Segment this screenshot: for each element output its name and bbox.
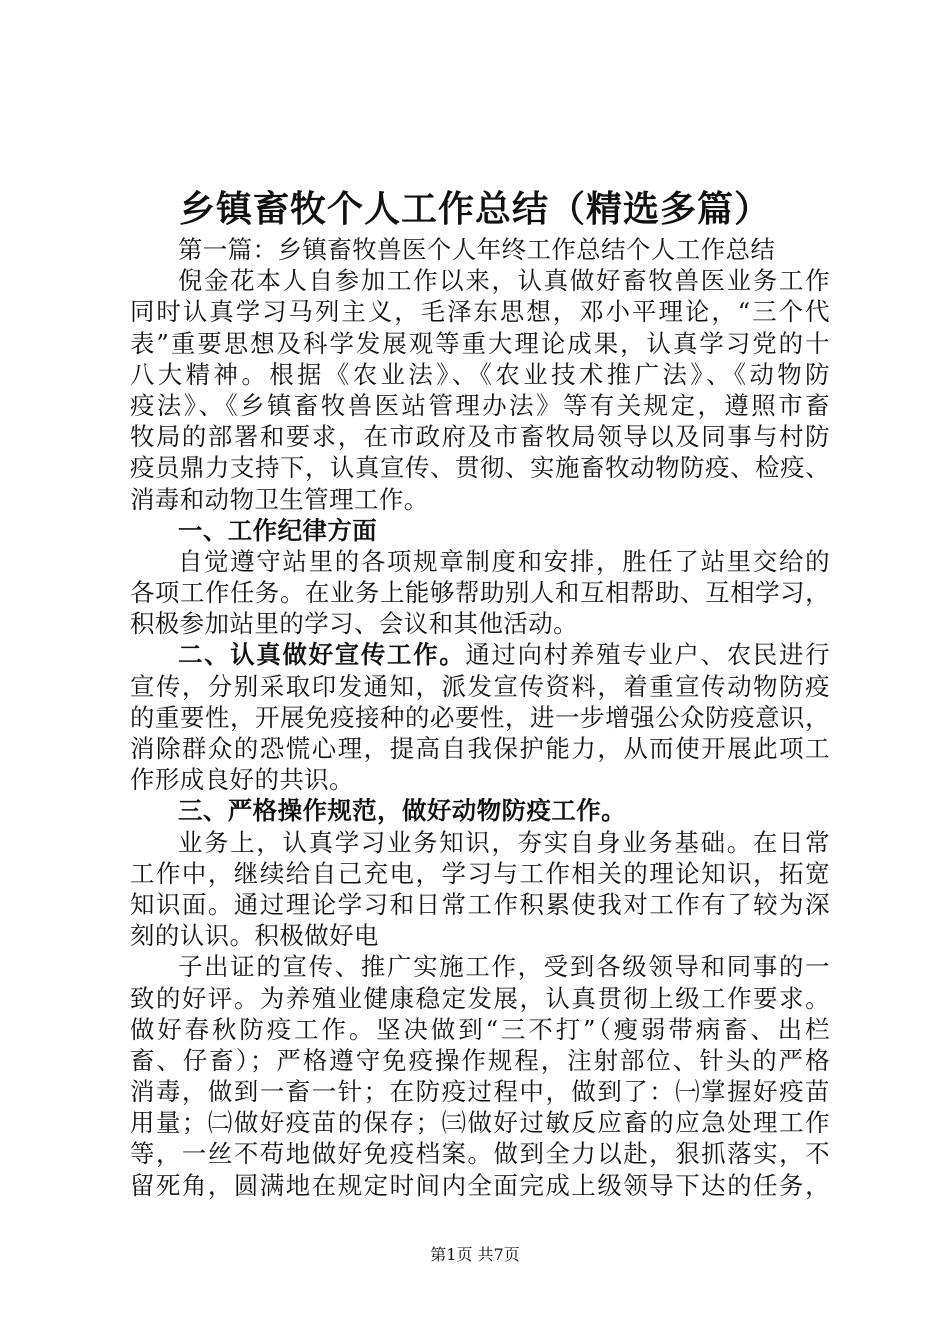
text-line — [130, 296, 830, 327]
line-text: 第一篇：乡镇畜牧兽医个人年终工作总结个人工作总结 — [178, 235, 776, 264]
text-line — [130, 733, 830, 764]
line-text: 八大精神。根据《农业法》、《农业技术推广法》、《动物防 — [130, 359, 830, 389]
text-line — [130, 1170, 830, 1201]
line-text: 同时认真学习马列主义，毛泽东思想，邓小平理论，“三个代 — [130, 297, 830, 327]
line-text: 的重要性，开展免疫接种的必要性，进一步增强公众防疫意识， — [130, 702, 830, 732]
text-line — [130, 608, 830, 639]
line-text: 致的好评。为养殖业健康稳定发展，认真贯彻上级工作要求。 — [130, 983, 830, 1013]
text-line — [130, 234, 830, 265]
line-text: 三、严格操作规范，做好动物防疫工作。 — [178, 796, 627, 826]
text-line — [130, 889, 830, 920]
text-line — [130, 390, 830, 421]
text-line — [130, 328, 830, 359]
text-line — [130, 702, 830, 733]
text-line — [130, 764, 830, 795]
line-text: 知识面。通过理论学习和日常工作积累使我对工作有了较为深 — [130, 889, 830, 919]
line-text: 各项工作任务。在业务上能够帮助别人和互相帮助、互相学习， — [130, 578, 830, 608]
line-text: 倪金花本人自参加工作以来，认真做好畜牧兽医业务工作 — [178, 266, 830, 296]
document-title: 乡镇畜牧个人工作总结（精选多篇） — [178, 188, 771, 230]
text-line — [130, 951, 830, 982]
line-text: 业务上，认真学习业务知识，夯实自身业务基础。在日常 — [178, 827, 830, 857]
text-line — [130, 827, 830, 858]
text-line — [130, 265, 830, 296]
text-line — [130, 671, 830, 702]
text-line — [130, 546, 830, 577]
line-text: 牧局的部署和要求，在市政府及市畜牧局领导以及同事与村防 — [130, 422, 830, 452]
document-body — [130, 234, 830, 1201]
text-line — [130, 858, 830, 889]
line-text: 做好春秋防疫工作。坚决做到“三不打”（瘦弱带病畜、出栏 — [130, 1014, 830, 1044]
text-line — [130, 639, 830, 670]
line-text: 工作中，继续给自己充电，学习与工作相关的理论知识，拓宽 — [130, 858, 830, 888]
line-text: 消毒，做到一畜一针；在防疫过程中，做到了：㈠掌握好疫苗 — [130, 1077, 830, 1107]
text-line — [130, 1014, 830, 1045]
line-text: 等，一丝不苟地做好免疫档案。做到全力以赴，狠抓落实，不 — [130, 1139, 830, 1169]
line-text: 宣传，分别采取印发通知，派发宣传资料，着重宣传动物防疫 — [130, 671, 830, 701]
text-line — [130, 1107, 830, 1138]
text-line — [130, 359, 830, 390]
line-text: 通过向村养殖专业户、农民进行 — [465, 640, 830, 670]
line-text: 疫法》、《乡镇畜牧兽医站管理办法》等有关规定，遵照市畜 — [130, 390, 830, 420]
text-line — [130, 1138, 830, 1169]
line-text: 消毒和动物卫生管理工作。 — [130, 484, 429, 514]
text-line — [130, 795, 830, 826]
bold-heading: 二、认真做好宣传工作。 — [178, 640, 466, 670]
text-line — [130, 920, 830, 951]
line-text: 疫员鼎力支持下，认真宣传、贯彻、实施畜牧动物防疫、检疫、 — [130, 453, 830, 483]
line-text: 畜、仔畜）；严格遵守免疫操作规程，注射部位、针头的严格 — [130, 1045, 830, 1075]
line-text: 消除群众的恐慌心理，提高自我保护能力，从而使开展此项工 — [130, 734, 830, 763]
line-text: 子出证的宣传、推广实施工作，受到各级领导和同事的一 — [178, 952, 830, 982]
page-footer: 第1页 共7页 — [430, 1245, 520, 1264]
text-line — [130, 1045, 830, 1076]
line-text: 作形成良好的共识。 — [130, 765, 355, 795]
text-line — [130, 577, 830, 608]
line-text: 刻的认识。积极做好电 — [130, 921, 379, 951]
line-text: 留死角，圆满地在规定时间内全面完成上级领导下达的任务， — [130, 1170, 830, 1200]
text-line — [130, 983, 830, 1014]
text-line — [130, 1076, 830, 1107]
text-line — [130, 452, 830, 483]
text-line — [130, 484, 830, 515]
line-text: 积极参加站里的学习、会议和其他活动。 — [130, 609, 579, 639]
line-text: 用量；㈡做好疫苗的保存；㈢做好过敏反应畜的应急处理工作 — [130, 1108, 830, 1138]
text-line — [130, 421, 830, 452]
text-line — [130, 515, 830, 546]
line-text: 自觉遵守站里的各项规章制度和安排，胜任了站里交给的 — [178, 546, 830, 576]
line-text: 一、工作纪律方面 — [178, 515, 378, 545]
line-text: 表”重要思想及科学发展观等重大理论成果，认真学习党的十 — [130, 328, 830, 358]
